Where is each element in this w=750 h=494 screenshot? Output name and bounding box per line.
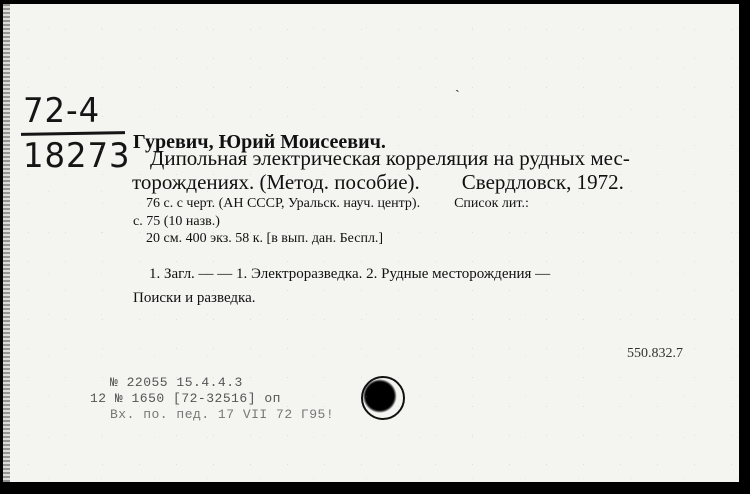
author-heading: Гуревич, Юрий Моисеевич.	[133, 131, 386, 153]
classification-code: 550.832.7	[627, 346, 683, 361]
handwritten-call-number-top: 72-4	[23, 91, 101, 131]
imprint-city-year: Свердловск, 1972.	[461, 170, 624, 194]
registry-line-1: № 22055 15.4.4.3	[110, 375, 243, 390]
ink-stamp-icon	[361, 376, 405, 420]
collation-line-2: с. 75 (10 назв.)	[133, 214, 220, 229]
subjects-line-2: Поиски и разведка.	[133, 290, 256, 306]
registry-line-3: Вх. по. пед. 17 VII 72 Г95!	[110, 407, 335, 422]
registry-line-2: 12 № 1650 [72-32516] оп	[90, 391, 281, 406]
handwritten-call-number-bottom: 18273	[23, 136, 131, 176]
price-line: 20 см. 400 экз. 58 к. [в вып. дан. Беспл.]	[146, 231, 384, 246]
bibliography-note: Список лит.:	[454, 196, 529, 211]
collation-text: 76 с. с черт. (АН СССР, Уральск. науч. центр).	[146, 196, 421, 211]
title-continuation: торождениях. (Метод. пособие).	[132, 170, 420, 194]
collation-line-1	[146, 197, 529, 211]
subjects-line-1: 1. Загл. — — 1. Электроразведка. 2. Рудные месторождения —	[149, 266, 551, 282]
ink-mark: ˎ	[455, 78, 460, 93]
scan-edge-stripe	[3, 4, 10, 482]
title-line-2	[132, 172, 624, 193]
title-line-1: Дипольная электрическая корреляция на рудных мес-	[150, 146, 630, 170]
catalog-card	[3, 4, 739, 482]
